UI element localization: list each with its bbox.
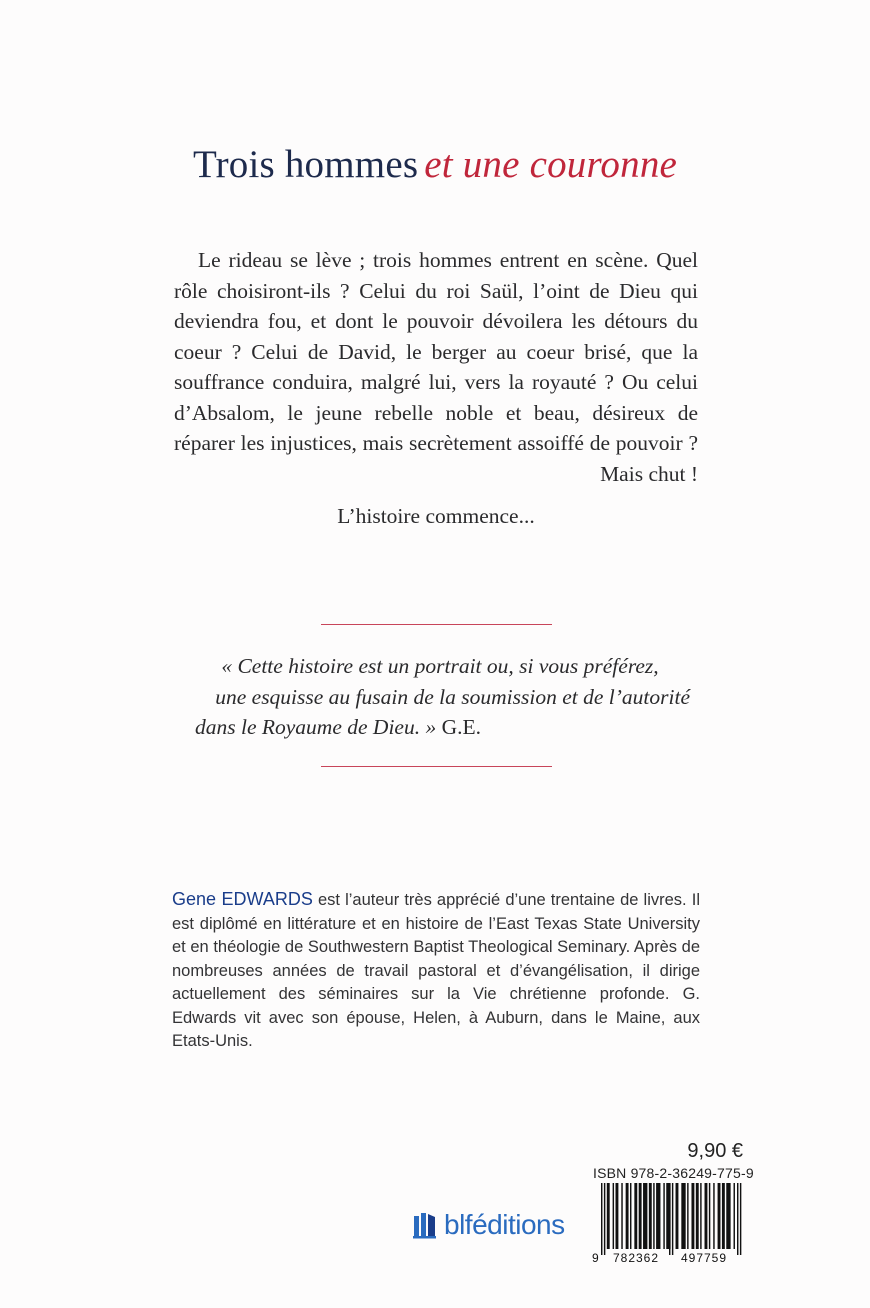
barcode-left-digits: 782362 [612, 1251, 660, 1265]
author-bio [172, 888, 700, 1054]
divider-top [321, 624, 552, 625]
title-main: Trois hommes [192, 143, 419, 186]
blurb-paragraph: Le rideau se lève ; trois hommes entrent en scène. Quel rôle choisiront-ils ? Celui du roi Saül, l’oint de Dieu qui deviendra fou, et dont le pouvoir dévoilera les détours du coeur ? Celui de David, le berger au coeur brisé, que la souffrance conduira, malgré lui, vers la royauté ? Ou celui d’Absalom, le jeune rebelle noble et beau, désireux de réparer les injustices, mais secrètement assoiffé de pouvoir ? Mais chut ! [174, 248, 698, 486]
barcode-lead-digit: 9 [592, 1251, 599, 1265]
quote-line-2: une esquisse au fusain de la soumission et de l’autorité [215, 684, 690, 709]
title-accent: et une couronne [424, 143, 678, 186]
book-title [0, 142, 870, 187]
price-label: 9,90 € [687, 1140, 743, 1162]
quote-line-1: « Cette histoire est un portrait ou, si vous préférez, [221, 654, 659, 678]
publisher-logo [412, 1207, 565, 1243]
author-quote [190, 651, 690, 743]
author-bio-text: est l’auteur très apprécié d’une trentaine de livres. Il est diplômé en littérature et en histoire de l’East Texas State University et en théologie de Southwestern Baptist Theological Seminary. Après de nombreuses années de travail pastoral et d’évangélisation, il dirige actuellement des séminaires sur la Vie chrétienne profonde. G. Edwards vit avec son épouse, Helen, à Auburn, dans le Maine, aux Etats-Unis. [172, 891, 700, 1050]
divider-bottom [321, 766, 552, 767]
barcode [590, 1183, 744, 1265]
isbn-label: ISBN 978-2-36249-775-9 [593, 1165, 754, 1181]
quote-attribution: G.E. [441, 715, 482, 739]
author-name: Gene EDWARDS [172, 889, 313, 909]
blurb [174, 245, 698, 532]
barcode-right-digits: 497759 [680, 1251, 728, 1265]
publisher-name: blféditions [444, 1209, 565, 1240]
blurb-closing: L’histoire commence... [337, 504, 535, 528]
barcode-graphic [590, 1183, 744, 1265]
quote-line-3: dans le Royaume de Dieu. » G.E. [195, 715, 482, 739]
book-stack-icon [412, 1210, 438, 1240]
